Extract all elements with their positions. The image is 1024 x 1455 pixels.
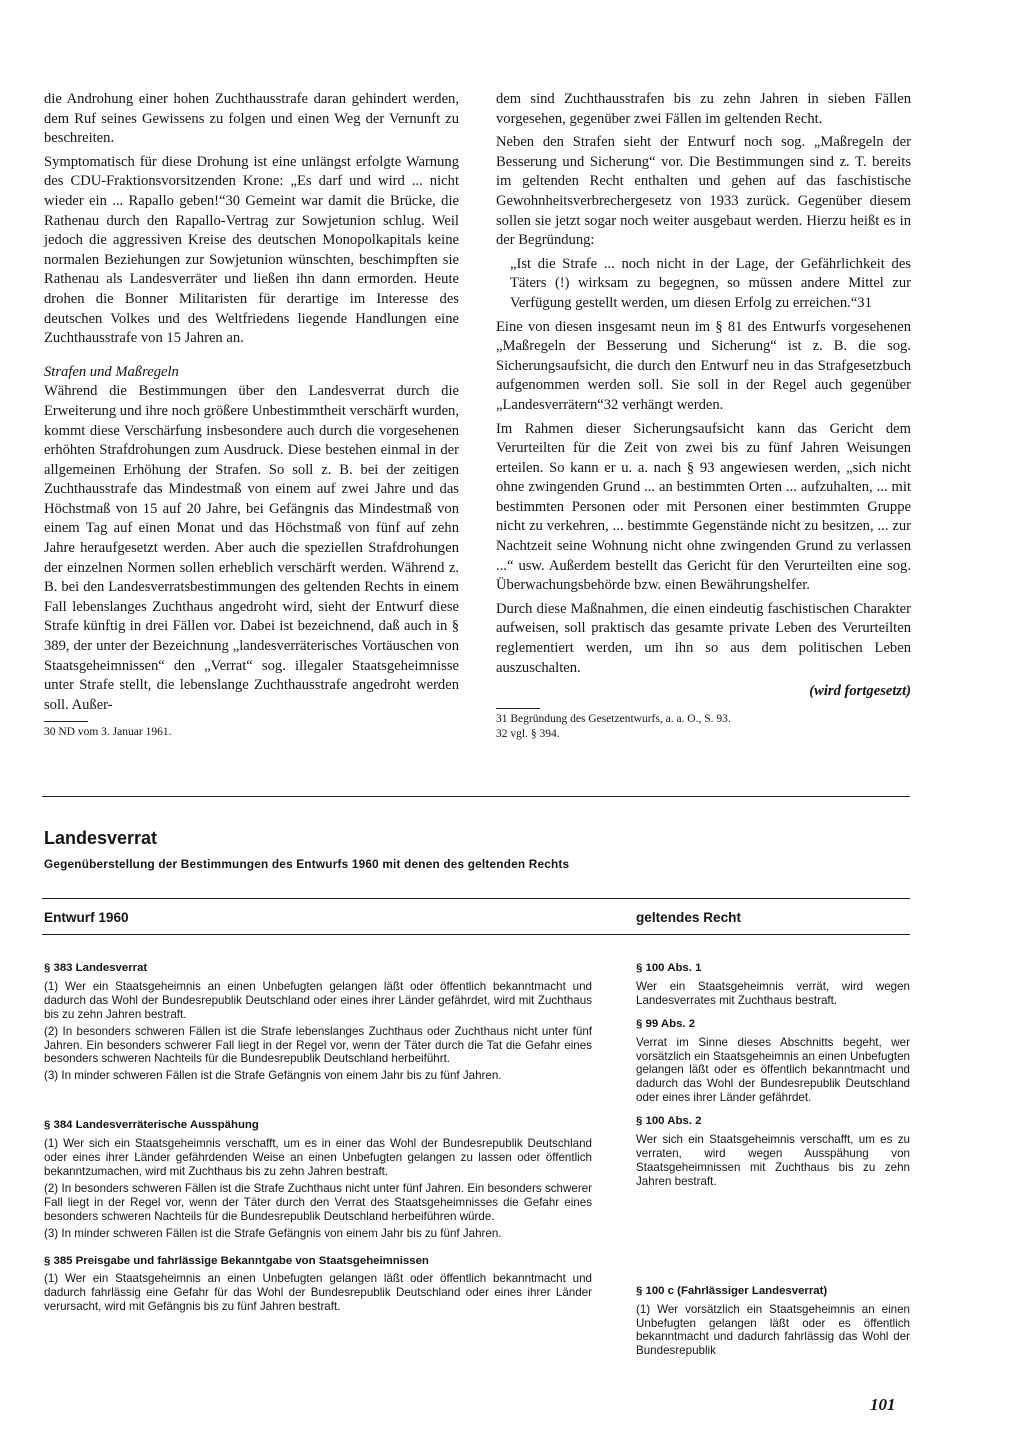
footnote: 31 Begründung des Gesetzentwurfs, a. a. O., S. 93. xyxy=(496,712,731,725)
section-label: § 99 Abs. 2 xyxy=(636,1017,696,1030)
section-heading: Strafen und Maßregeln xyxy=(44,363,179,380)
block-quote: „Ist die Strafe ... noch nicht in der Lage, der Gefährlichkeit des Täters (!) wirksam zu begegnen, so müssen andere Mittel zur Verfügung gestellt werden, um diesen Erfolg zu erreichen.“31 xyxy=(510,255,911,311)
section-label: § 100 Abs. 1 xyxy=(636,962,702,974)
clause: (3) In minder schweren Fällen ist die Strafe Gefängnis von einem Jahr bis zu fünf Jahren. xyxy=(44,1069,502,1083)
paragraph-section-384 xyxy=(44,1119,592,1240)
article-paragraph: Symptomatisch für diese Drohung ist eine unlängst erfolgte Warnung des CDU-Fraktionsvorsitzenden Krone: „Es darf und wird ... nicht wieder ein ... Rapallo geben!“30 Gemeint war damit die Brücke, die Rathenau durch den Rapallo-Vertrag zur Sowjetunion schlug. Weil jedoch die aggressiven Kreise des deutschen Monopolkapitals keine normalen Beziehungen zur Sowjetunion wünschten, beschimpften sie Rathenau als Landesverräter und ließen ihn dann ermorden. Heute drohen die Bonner Militaristen für derartige im Interesse des deutschen Volkes und des Weltfriedens liegende Handlungen eine Zuchthausstrafe von 15 Jahren an. xyxy=(44,153,459,347)
law-section-99-2 xyxy=(636,1018,910,1105)
footnote-rule xyxy=(496,708,540,709)
clause: Wer sich ein Staatsgeheimnis verschafft, um es zu verraten, wird wegen Ausspähung von Staatsgeheimnissen mit Zuchthaus bis zu zehn Jahren bestraft. xyxy=(636,1133,910,1188)
comparison-title: Landesverrat xyxy=(44,828,158,848)
section-label: § 383 Landesverrat xyxy=(44,962,148,974)
continuation-note: (wird fortgesetzt) xyxy=(809,683,911,700)
article-left-column xyxy=(44,90,459,740)
article-right-column xyxy=(496,90,911,742)
section-divider xyxy=(42,796,910,797)
column-header-entwurf: Entwurf 1960 xyxy=(44,910,129,925)
clause: (2) In besonders schweren Fällen ist die Strafe lebenslanges Zuchthaus oder Zuchthaus nicht unter fünf Jahren. Ein besonders schwerer Fall liegt in der Regel vor, wenn der Täter durch die Tat die Gefahr eines besonders schweren Nachteils für die Bundesrepublik Deutschland herbeiführt. xyxy=(44,1024,592,1066)
law-section-100-2 xyxy=(636,1115,910,1189)
article-paragraph: Im Rahmen dieser Sicherungsaufsicht kann das Gericht dem Verurteilten für die Zeit von zwei bis zu fünf Jahren Weisungen erteilen. So kann er u. a. nach § 93 angewiesen werden, „sich nicht ohne zwingenden Grund ... an bestimmten Orten ... aufzuhalten, ... mit bestimmten Personen oder mit Personen einer bestimmten Gruppe nicht zu verkehren, ... bestimmte Gegenstände nicht zu besitzen, ... zur Nachtzeit seine Wohnung nicht ohne zwingenden Grund zu verlassen ...“ usw. Außerdem bestellt das Gericht für den Verurteilten eine sog. Überwachungsbehörde bzw. einen Bewährungshelfer. xyxy=(496,420,911,594)
clause: Wer ein Staatsgeheimnis verrät, wird wegen Landesverrates mit Zuchthaus bestraft. xyxy=(636,979,910,1007)
clause: (1) Wer sich ein Staatsgeheimnis verschafft, um es in einer das Wohl der Bundesrepublik Deutschland oder eines ihrer Länder gefährdenden Weise an einen Unbefugten gelangen zu lassen oder öffentlich bekanntzumachen, wird mit Zuchthaus bis zu zehn Jahren bestraft. xyxy=(44,1137,592,1178)
article-paragraph: dem sind Zuchthausstrafen bis zu zehn Jahren in sieben Fällen vorgesehen, gegenüber zwei Fällen im geltenden Recht. xyxy=(496,91,911,127)
article-paragraph: Während die Bestimmungen über den Landesverrat durch die Erweiterung und ihre noch größere Unbestimmtheit verschärft wurden, kommt diese Verschärfung insbesondere auch durch die vorgesehenen erhöhten Strafdrohungen zum Ausdruck. Diese bestehen einmal in der allgemeinen Erhöhung der Strafen. So soll z. B. bei der zeitigen Zuchthausstrafe das Mindestmaß von einem auf zwei Jahre und das Höchstmaß von 15 auf 20 Jahre, bei Gefängnis das Mindestmaß von einem Tag auf einen Monat und das Höchstmaß von fünf auf zehn Jahre heraufgesetzt werden. Aber auch die speziellen Strafdrohungen der einzelnen Normen sollen erheblich verschärft werden. Während z. B. bei den Landesverratsbestimmungen des geltenden Rechts in einem Fall lebenslanges Zuchthaus angedroht wird, sieht der Entwurf diese Strafe künftig in drei Fällen vor. Dabei ist bezeichnend, daß auch in § 389, der unter der Bezeichnung „landesverräterisches Vortäuschen von Staatsgeheimnissen“ den „Verrat“ sog. illegaler Staatsgeheimnisse unter Strafe stellt, die lebenslange Zuchthausstrafe angedroht werden soll. Außer- xyxy=(44,383,459,713)
section-label: § 385 Preisgabe und fahrlässige Bekanntgabe von Staatsgeheimnissen xyxy=(44,1254,429,1267)
article-paragraph: Eine von diesen insgesamt neun im § 81 des Entwurfs vorgesehenen „Maßregeln der Besserung und Sicherung“ ist z. B. die sog. Sicherungsaufsicht, die durch den Entwurf neu in das Strafgesetzbuch aufgenommen werden soll. Sie soll in der Regel auch gegenüber „Landesverrätern“32 verhängt werden. xyxy=(496,318,911,413)
footnote: 32 vgl. § 394. xyxy=(496,727,560,740)
article-paragraph: die Androhung einer hohen Zuchthausstrafe daran gehindert werden, dem Ruf seines Gewissens zu folgen und einen Weg der Vernunft zu beschreiten. xyxy=(44,91,459,147)
paragraph-section-383 xyxy=(44,962,592,1083)
table-header-rule xyxy=(42,934,910,935)
paragraph-section-385 xyxy=(44,1255,592,1315)
clause: (2) In besonders schweren Fällen ist die Strafe Zuchthaus nicht unter fünf Jahren. Ein besonders schwerer Fall liegt in der Regel vor, wenn der Täter durch den Verrat des Staatsgeheimnisses die Gefahr eines besonders schweren Nachteils für die Bundesrepublik Deutschland herbeiführen würde. xyxy=(44,1181,592,1223)
section-label: § 384 Landesverräterische Ausspähung xyxy=(44,1119,259,1132)
article-paragraph: Durch diese Maßnahmen, die einen eindeutig faschistischen Charakter aufweisen, soll praktisch das gesamte private Leben des Verurteilten reglementiert werden, um ihn so aus dem politischen Leben auszuschalten. xyxy=(496,600,911,676)
footnote: 30 ND vom 3. Januar 1961. xyxy=(44,726,172,739)
clause: Verrat im Sinne dieses Abschnitts begeht, wer vorsätzlich ein Staatsgeheimnis an einen Unbefugten gelangen läßt oder es öffentlich bekanntmacht und dadurch das Wohl der Bundesrepublik Deutschland oder eines ihrer Länder gefährdet. xyxy=(636,1035,910,1105)
law-section-100c xyxy=(636,1285,910,1359)
clause: (3) In minder schweren Fällen ist die Strafe Gefängnis von einem Jahr bis zu fünf Jahren. xyxy=(44,1226,502,1240)
law-section-100-1 xyxy=(636,962,910,1008)
table-top-rule xyxy=(42,898,910,899)
footnote-rule xyxy=(44,721,88,722)
page-number: 101 xyxy=(870,1395,896,1414)
comparison-subtitle: Gegenüberstellung der Bestimmungen des Entwurfs 1960 mit denen des geltenden Rechts xyxy=(44,857,570,871)
section-label: § 100 Abs. 2 xyxy=(636,1115,702,1128)
entwurf-column xyxy=(44,962,592,1314)
column-header-geltendes-recht: geltendes Recht xyxy=(636,910,741,925)
article-paragraph: Neben den Strafen sieht der Entwurf noch sog. „Maßregeln der Besserung und Sicherung“ vor. Die Bestimmungen sind z. T. bereits im geltenden Recht enthalten und gehen auf das faschistische Gewohnheitsverbrechergesetz von 1933 zurück. Gegenüber diesem sollen sie jetzt sogar noch weiter ausgebaut werden. Hierzu heißt es in der Begründung: xyxy=(496,134,911,249)
section-label: § 100 c (Fahrlässiger Landesverrat) xyxy=(636,1284,828,1297)
clause: (1) Wer ein Staatsgeheimnis an einen Unbefugten gelangen läßt oder öffentlich bekanntmacht und dadurch das Wohl der Bundesrepublik Deutschland oder eines ihrer Länder gefährdet, wird mit Zuchthaus bis zu zehn Jahren bestraft. xyxy=(44,979,592,1021)
clause: (1) Wer ein Staatsgeheimnis an einen Unbefugten gelangen läßt oder öffentlich bekanntmacht und dadurch fahrlässig eine Gefahr für das Wohl der Bundesrepublik Deutschland oder eines ihrer Länder verursacht, wird mit Gefängnis bis zu fünf Jahren bestraft. xyxy=(44,1272,592,1314)
clause: (1) Wer vorsätzlich ein Staatsgeheimnis an einen Unbefugten gelangen läßt oder es öffentlich bekanntmacht und dadurch fahrlässig das Wohl der Bundesrepublik xyxy=(636,1302,910,1358)
geltendes-recht-column xyxy=(636,962,910,1358)
